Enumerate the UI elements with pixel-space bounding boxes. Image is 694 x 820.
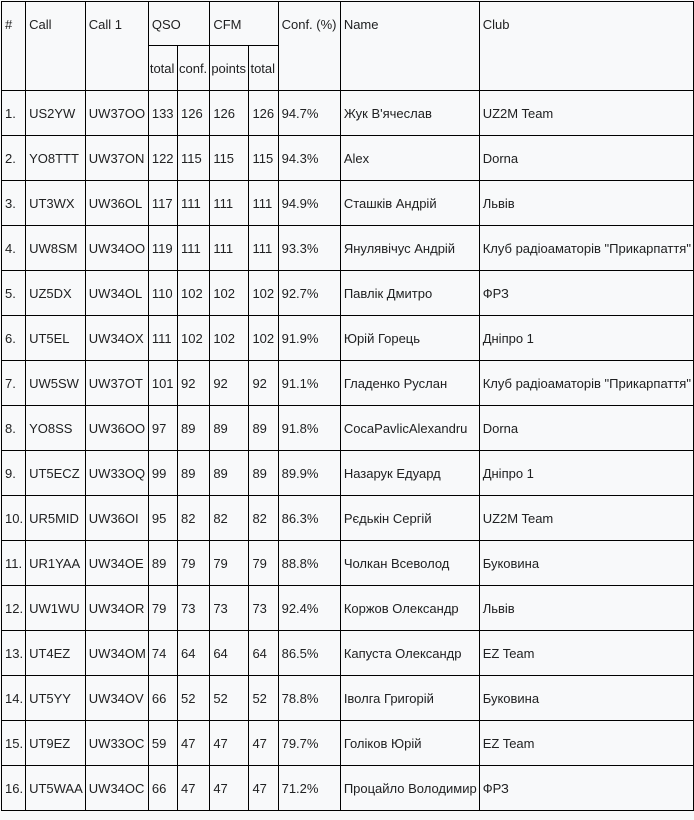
- header-cfm: CFM: [210, 2, 278, 46]
- cell-conf-pct: 93.3%: [278, 226, 340, 271]
- cell-cfm-points: 52: [210, 676, 249, 721]
- cell-num: 4.: [2, 226, 26, 271]
- cell-qso-total: 74: [148, 631, 177, 676]
- cell-club: EZ Team: [479, 721, 693, 766]
- cell-cfm-total: 102: [249, 316, 278, 361]
- table-row: [2, 541, 694, 586]
- cell-cfm-points: 47: [210, 721, 249, 766]
- header-club: Club: [479, 2, 693, 91]
- cell-qso-conf: 52: [177, 676, 209, 721]
- cell-cfm-total: 102: [249, 271, 278, 316]
- cell-num: 13.: [2, 631, 26, 676]
- cell-name: Янулявічус Андрій: [340, 226, 479, 271]
- header-call1: Call 1: [85, 2, 148, 91]
- cell-cfm-total: 111: [249, 226, 278, 271]
- cell-name: Чолкан Всеволод: [340, 541, 479, 586]
- cell-cfm-points: 126: [210, 91, 249, 136]
- cell-cfm-total: 82: [249, 496, 278, 541]
- cell-call1: UW36OO: [85, 406, 148, 451]
- cell-call: UR5MID: [26, 496, 86, 541]
- cell-qso-conf: 115: [177, 136, 209, 181]
- header-qso-total: total: [148, 46, 177, 91]
- cell-call1: UW37ON: [85, 136, 148, 181]
- cell-club: Буковина: [479, 541, 693, 586]
- cell-cfm-total: 92: [249, 361, 278, 406]
- cell-cfm-points: 89: [210, 406, 249, 451]
- cell-cfm-points: 102: [210, 271, 249, 316]
- cell-qso-conf: 102: [177, 271, 209, 316]
- cell-club: Дніпро 1: [479, 451, 693, 496]
- cell-call: UT5YY: [26, 676, 86, 721]
- cell-call1: UW33OC: [85, 721, 148, 766]
- cell-call: UR1YAA: [26, 541, 86, 586]
- cell-cfm-total: 111: [249, 181, 278, 226]
- cell-qso-conf: 111: [177, 181, 209, 226]
- table-header: [2, 2, 694, 91]
- cell-qso-conf: 111: [177, 226, 209, 271]
- cell-conf-pct: 88.8%: [278, 541, 340, 586]
- cell-club: Буковина: [479, 676, 693, 721]
- table-row: [2, 361, 694, 406]
- cell-call1: UW34OE: [85, 541, 148, 586]
- cell-club: Клуб радіоаматорів "Прикарпаття": [479, 226, 693, 271]
- table-row: [2, 721, 694, 766]
- cell-name: Голіков Юрій: [340, 721, 479, 766]
- cell-cfm-total: 126: [249, 91, 278, 136]
- cell-num: 15.: [2, 721, 26, 766]
- cell-call: UZ5DX: [26, 271, 86, 316]
- cell-cfm-points: 64: [210, 631, 249, 676]
- cell-qso-conf: 64: [177, 631, 209, 676]
- cell-conf-pct: 94.3%: [278, 136, 340, 181]
- cell-conf-pct: 91.9%: [278, 316, 340, 361]
- cell-cfm-total: 47: [249, 721, 278, 766]
- cell-num: 9.: [2, 451, 26, 496]
- cell-conf-pct: 86.3%: [278, 496, 340, 541]
- cell-call1: UW36OI: [85, 496, 148, 541]
- cell-call1: UW33OQ: [85, 451, 148, 496]
- cell-qso-conf: 126: [177, 91, 209, 136]
- cell-qso-total: 59: [148, 721, 177, 766]
- table-row: [2, 316, 694, 361]
- header-qso-conf: conf.: [177, 46, 209, 91]
- cell-qso-conf: 89: [177, 406, 209, 451]
- table-row: [2, 496, 694, 541]
- header-qso: QSO: [148, 2, 209, 46]
- cell-cfm-points: 82: [210, 496, 249, 541]
- cell-num: 1.: [2, 91, 26, 136]
- cell-call: UT5ECZ: [26, 451, 86, 496]
- cell-num: 8.: [2, 406, 26, 451]
- cell-name: Процайло Володимир: [340, 766, 479, 811]
- cell-num: 11.: [2, 541, 26, 586]
- table-row: [2, 136, 694, 181]
- cell-qso-conf: 47: [177, 766, 209, 811]
- cell-qso-total: 66: [148, 766, 177, 811]
- table-row: [2, 271, 694, 316]
- cell-club: UZ2M Team: [479, 496, 693, 541]
- cell-name: Юрій Горець: [340, 316, 479, 361]
- cell-call: UT9EZ: [26, 721, 86, 766]
- table-row: [2, 631, 694, 676]
- table-row: [2, 451, 694, 496]
- cell-cfm-total: 89: [249, 451, 278, 496]
- cell-qso-total: 99: [148, 451, 177, 496]
- cell-qso-total: 117: [148, 181, 177, 226]
- cell-num: 12.: [2, 586, 26, 631]
- cell-call1: UW34OL: [85, 271, 148, 316]
- cell-cfm-points: 79: [210, 541, 249, 586]
- header-cfm-total: total: [249, 46, 278, 91]
- cell-conf-pct: 91.8%: [278, 406, 340, 451]
- cell-conf-pct: 79.7%: [278, 721, 340, 766]
- cell-conf-pct: 94.9%: [278, 181, 340, 226]
- cell-name: CocaPavlicAlexandru: [340, 406, 479, 451]
- table-row: [2, 226, 694, 271]
- cell-call: YO8TTT: [26, 136, 86, 181]
- cell-qso-conf: 47: [177, 721, 209, 766]
- cell-cfm-total: 47: [249, 766, 278, 811]
- cell-club: Дніпро 1: [479, 316, 693, 361]
- cell-cfm-total: 89: [249, 406, 278, 451]
- cell-call1: UW37OO: [85, 91, 148, 136]
- cell-qso-conf: 73: [177, 586, 209, 631]
- cell-name: Капуста Олександр: [340, 631, 479, 676]
- cell-num: 16.: [2, 766, 26, 811]
- cell-club: EZ Team: [479, 631, 693, 676]
- table-row: [2, 586, 694, 631]
- cell-cfm-total: 64: [249, 631, 278, 676]
- header-cfm-points: points: [210, 46, 249, 91]
- cell-call1: UW37OT: [85, 361, 148, 406]
- cell-cfm-points: 102: [210, 316, 249, 361]
- cell-club: Клуб радіоаматорів "Прикарпаття": [479, 361, 693, 406]
- cell-call: US2YW: [26, 91, 86, 136]
- cell-call: UW8SM: [26, 226, 86, 271]
- cell-qso-total: 95: [148, 496, 177, 541]
- cell-conf-pct: 89.9%: [278, 451, 340, 496]
- cell-cfm-total: 79: [249, 541, 278, 586]
- cell-call1: UW34OV: [85, 676, 148, 721]
- cell-qso-conf: 82: [177, 496, 209, 541]
- cell-num: 10.: [2, 496, 26, 541]
- cell-call: UW1WU: [26, 586, 86, 631]
- cell-call: UT5EL: [26, 316, 86, 361]
- cell-call1: UW34OX: [85, 316, 148, 361]
- cell-cfm-points: 115: [210, 136, 249, 181]
- cell-call1: UW34OO: [85, 226, 148, 271]
- header-conf-pct: Conf. (%): [278, 2, 340, 91]
- table-row: [2, 676, 694, 721]
- cell-qso-conf: 79: [177, 541, 209, 586]
- cell-conf-pct: 86.5%: [278, 631, 340, 676]
- cell-club: Львів: [479, 181, 693, 226]
- cell-num: 6.: [2, 316, 26, 361]
- cell-name: Рєдькін Сергій: [340, 496, 479, 541]
- cell-name: Іволга Григорій: [340, 676, 479, 721]
- table-row: [2, 91, 694, 136]
- cell-cfm-points: 73: [210, 586, 249, 631]
- cell-qso-total: 111: [148, 316, 177, 361]
- cell-call: UW5SW: [26, 361, 86, 406]
- table-row: [2, 766, 694, 811]
- cell-qso-total: 97: [148, 406, 177, 451]
- cell-name: Alex: [340, 136, 479, 181]
- cell-conf-pct: 91.1%: [278, 361, 340, 406]
- cell-qso-total: 122: [148, 136, 177, 181]
- cell-conf-pct: 94.7%: [278, 91, 340, 136]
- cell-name: Сташків Андрій: [340, 181, 479, 226]
- cell-name: Павлік Дмитро: [340, 271, 479, 316]
- cell-conf-pct: 92.7%: [278, 271, 340, 316]
- cell-qso-conf: 89: [177, 451, 209, 496]
- cell-call1: UW34OR: [85, 586, 148, 631]
- cell-cfm-total: 52: [249, 676, 278, 721]
- cell-call: UT3WX: [26, 181, 86, 226]
- cell-qso-total: 110: [148, 271, 177, 316]
- cell-conf-pct: 71.2%: [278, 766, 340, 811]
- cell-call1: UW34OC: [85, 766, 148, 811]
- cell-qso-total: 66: [148, 676, 177, 721]
- cell-qso-total: 101: [148, 361, 177, 406]
- cell-conf-pct: 78.8%: [278, 676, 340, 721]
- cell-name: Жук В'ячеслав: [340, 91, 479, 136]
- cell-name: Гладенко Руслан: [340, 361, 479, 406]
- cell-qso-total: 89: [148, 541, 177, 586]
- cell-cfm-total: 73: [249, 586, 278, 631]
- cell-club: UZ2M Team: [479, 91, 693, 136]
- cell-qso-total: 119: [148, 226, 177, 271]
- header-call: Call: [26, 2, 86, 91]
- cell-cfm-points: 111: [210, 181, 249, 226]
- cell-qso-total: 133: [148, 91, 177, 136]
- table-body: [2, 91, 694, 811]
- table-row: [2, 181, 694, 226]
- cell-call1: UW34OM: [85, 631, 148, 676]
- header-num: #: [2, 2, 26, 91]
- cell-name: Коржов Олександр: [340, 586, 479, 631]
- cell-cfm-points: 92: [210, 361, 249, 406]
- cell-qso-conf: 102: [177, 316, 209, 361]
- cell-conf-pct: 92.4%: [278, 586, 340, 631]
- cell-cfm-points: 111: [210, 226, 249, 271]
- cell-call: UT5WAA: [26, 766, 86, 811]
- cell-cfm-points: 89: [210, 451, 249, 496]
- cell-club: Dorna: [479, 136, 693, 181]
- cell-call: UT4EZ: [26, 631, 86, 676]
- cell-num: 14.: [2, 676, 26, 721]
- cell-qso-total: 79: [148, 586, 177, 631]
- cell-qso-conf: 92: [177, 361, 209, 406]
- cell-club: Dorna: [479, 406, 693, 451]
- cell-club: Львів: [479, 586, 693, 631]
- cell-num: 5.: [2, 271, 26, 316]
- cell-call1: UW36OL: [85, 181, 148, 226]
- cell-num: 3.: [2, 181, 26, 226]
- cell-name: Назарук Едуард: [340, 451, 479, 496]
- header-name: Name: [340, 2, 479, 91]
- cell-num: 2.: [2, 136, 26, 181]
- cell-club: ФРЗ: [479, 766, 693, 811]
- cell-call: YO8SS: [26, 406, 86, 451]
- results-table: [1, 1, 694, 811]
- cell-cfm-points: 47: [210, 766, 249, 811]
- cell-num: 7.: [2, 361, 26, 406]
- table-row: [2, 406, 694, 451]
- cell-club: ФРЗ: [479, 271, 693, 316]
- cell-cfm-total: 115: [249, 136, 278, 181]
